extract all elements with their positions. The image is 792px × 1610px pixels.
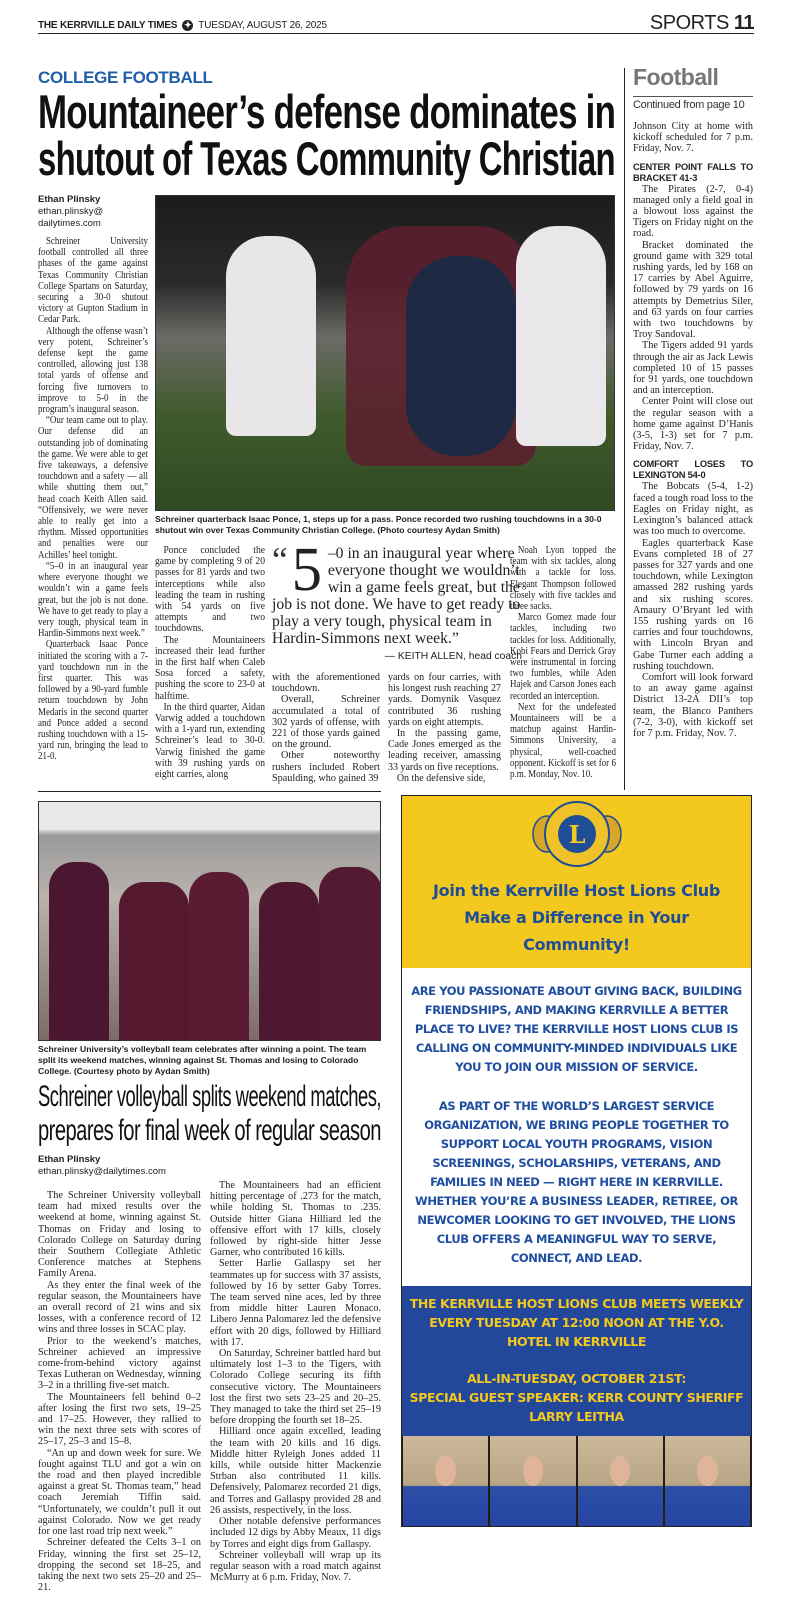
paper-name: THE KERRVILLE DAILY TIMES — [38, 20, 178, 31]
headline-line: Schreiner volleyball splits weekend matches, — [38, 1080, 382, 1113]
paragraph: In the third quarter, Aidan Varwig added a touchdown with a 1-yard run, extending Schreiner’s lead to 30-0. Varwig finished the game with 39 rushing yards on eight carries, along — [155, 701, 265, 781]
paragraph: Bracket dominated the ground game with 329 total rushing yards, led by 168 on 17 carries by Abel Aguirre, followed by 79 yards on 16 attempts by Demetrius Siler, and 63 yards on four carries with two touchdowns by Troy Sandoval. — [633, 239, 753, 341]
paragraph: Center Point will close out the regular season with a home game against D’Hanis (3-5, 1-3) set for 7 p.m. Friday, Nov. 7. — [633, 396, 753, 453]
headline-line: shutout of Texas Community Christian — [38, 132, 615, 185]
ad-paragraph: ARE YOU PASSIONATE ABOUT GIVING BACK, BUILDING FRIENDSHIPS, AND MAKING KERRVILLE A BETTER PLACE TO LIVE? THE KERRVILLE HOST LIONS CLUB IS CALLING ON COMMUNITY-MINDED INDIVIDUALS LIKE YOU TO JOIN OUR MISSION OF SERVICE. — [411, 984, 742, 1074]
article-column — [38, 236, 148, 763]
event-date: ALL-IN-TUESDAY, OCTOBER 21ST: — [466, 1371, 687, 1386]
article-column — [38, 1190, 201, 1593]
player-figure — [49, 862, 109, 1041]
member-photo — [665, 1436, 750, 1526]
subhead: COMFORT LOSES TO LEXINGTON 54-0 — [633, 459, 753, 481]
football-col-1 — [38, 194, 148, 763]
paragraph: Schreiner University football controlled all three phases of the game against Texas Community Christian College Spartans on Saturday, securing a 30-0 shutout victory at Gupton Stadium in Cedar Park. — [38, 236, 148, 326]
paragraph: Prior to the weekend’s matches, Schreiner achieved an impressive come-from-behind victory against Texas Lutheran on Wednesday, winning 3–2 in a thrilling five-set match. — [38, 1335, 201, 1392]
article-column — [210, 1180, 381, 1583]
ad-title: Make a Difference in Your — [464, 908, 689, 927]
paragraph: The Mountaineers had an efficient hitting percentage of .273 for the match, while holding St. Thomas to .235. Outside hitter Giana Hilliard led the offensive effort with 17 kills, closely followed by right-side hitter Jesse Garner, who contributed 16 kills. — [210, 1180, 381, 1259]
author-name: Ethan Plinsky — [38, 1154, 101, 1165]
ad-body — [402, 968, 751, 1286]
section-label — [650, 12, 754, 35]
section-name: SPORTS — [649, 12, 729, 34]
lions-club-ad[interactable] — [401, 795, 752, 1527]
paragraph: Although the offense wasn’t very potent, Schreiner’s defense kept the game controlled, allowing just 138 total yards of offense and forcing five turnovers to improve to 5-0 in the program’s inaugural season. — [38, 325, 148, 416]
sidebar-title: Football — [633, 64, 719, 90]
player-figure — [119, 882, 189, 1041]
member-photo — [403, 1436, 488, 1526]
paragraph: “5–0 in an inaugural year where everyone thought we wouldn’t win a game feels great, but the job is not done. We have to get ready to play a very tough, physical team in Hardin-Simmons next week.” — [38, 560, 148, 640]
player-figure — [259, 882, 319, 1041]
member-photo — [578, 1436, 663, 1526]
lions-logo-icon — [531, 798, 623, 872]
article-column — [510, 545, 616, 780]
issue-date: TUESDAY, AUGUST 26, 2025 — [198, 20, 327, 31]
paragraph: As they enter the final week of the regular season, the Mountaineers have an overall record of 21 wins and six losses, with a conference record of 12 wins and three losses in SCAC play. — [38, 1279, 201, 1336]
paragraph: The Mountaineers fell behind 0–2 after losing the first two sets, 19–25 and 17–25. However, they rallied to win the next three sets with scores of 25–17, 25–3 and 15–8. — [38, 1391, 201, 1448]
ad-title: Community! — [523, 935, 630, 954]
page-number: 11 — [733, 12, 754, 34]
paragraph: The Bobcats (5-4, 1-2) faced a tough road loss to the Eagles on Friday night, as Lexington’s balanced attack was too much to overcome. — [633, 481, 753, 538]
paragraph: On the defensive side, — [396, 772, 486, 784]
svg-text:L: L — [568, 820, 585, 849]
player-figure — [189, 872, 249, 1041]
paragraph: The Tigers added 91 yards through the air as Jack Lewis completed 10 of 15 passes for 91 yards, one touchdown and an interception. — [633, 340, 753, 397]
section-divider — [38, 791, 381, 792]
paragraph: Ponce concluded the game by completing 9 of 20 passes for 81 yards and two interceptions while also leading the team in rushing with 54 yards on five attempts and two touchdowns. — [155, 545, 265, 635]
paragraph: Next for the undefeated Mountaineers will be a matchup against Hardin-Simmons University, a physical, well-coached opponent. Kickoff is set for 6 p.m. Monday, Nov. 10. — [510, 701, 616, 781]
player-figure — [319, 867, 381, 1041]
event-speaker: SPECIAL GUEST SPEAKER: KERR COUNTY SHERIFF LARRY LEITHA — [409, 1390, 744, 1424]
ad-title: Join the Kerrville Host Lions Club — [432, 881, 721, 900]
paragraph: Other notable defensive performances included 12 digs by Abby Meaux, 11 digs by Torres and eight digs from Gallaspy. — [210, 1516, 381, 1550]
quote-dropcap: 5 — [291, 536, 322, 604]
page-header-left — [38, 20, 327, 31]
football-photo — [155, 195, 615, 511]
sidebar-divider — [624, 68, 625, 790]
paragraph: Noah Lyon topped the team with six tackles, along with a tackle for loss. Elegant Thompson followed closely with five tackles and three sacks. — [510, 545, 616, 613]
author-name: Ethan Plinsky — [38, 194, 101, 205]
article-column — [272, 672, 380, 784]
sidebar-section — [633, 481, 753, 739]
paragraph: Hilliard once again excelled, leading the team with 20 kills and 16 digs. Middle hitter Ryleigh Jones added 11 kills, while outside hitter Mackenzie Strban also contributed 11 kills. Defensively, Palomarez recorded 21 digs, and Torres and Gallaspy provided 28 and 26 assists, respectively, in the loss. — [210, 1426, 381, 1516]
ad-paragraph: AS PART OF THE WORLD’S LARGEST SERVICE ORGANIZATION, WE BRING PEOPLE TOGETHER TO SUPPORT LOCAL YOUTH PROGRAMS, VISION SCREENINGS, SCHOLARSHIPS, VETERANS, AND FAMILIES IN NEED — RIGHT HERE IN KERRVILLE. WHETHER YOU’RE A BUSINESS LEADER, RETIREE, OR NEWCOMER LOOKING TO GET INVOLVED, THE LIONS CLUB OFFERS A MEANINGFUL WAY TO SERVE, CONNECT, AND LEAD. — [415, 1099, 738, 1265]
paragraph: On Saturday, Schreiner battled hard but ultimately lost 1–3 to the Tigers, with Colorado College securing its fifth consecutive victory. The Mountaineers lost the first two sets 23–25 and 20–25. They managed to take the third set 25–19 before dropping the fourth set 18–25. — [210, 1348, 381, 1427]
paragraph: “An up and down week for sure. We fought against TLU and got a win on the road and then played incredible against a great St. Thomas team,” head coach Jeremiah Tiffin said. “Unfortunately, we couldn’t pull it out against Colorado. Now we get ready for one last road trip next week.” — [38, 1447, 201, 1538]
article-column — [155, 545, 265, 780]
paragraph: Other noteworthy rushers included Robert Spaulding, who gained 39 — [272, 750, 380, 784]
star-icon: ✦ — [184, 20, 192, 30]
byline — [38, 194, 148, 230]
header-divider — [38, 33, 754, 34]
sidebar-title-rule — [633, 96, 753, 97]
jump-line[interactable]: Continued from page 10 — [633, 99, 745, 111]
player-figure — [406, 256, 516, 456]
quote-text: –0 in an inaugural year where everyone thought we wouldn’t win a game feels great, but the job is not done. We have to get ready to play a very tough, physical team in Hardin-Simmons next week.” — [272, 545, 521, 647]
volleyball-photo — [38, 801, 381, 1041]
paragraph: Schreiner defeated the Celts 3–1 on Friday, winning the first set 25–12, dropping the second set 18–25, and taking the next two sets 25–20 and 25–21. — [38, 1537, 201, 1594]
pull-quote — [272, 536, 522, 662]
paragraph: The Mountaineers increased their lead further in the first half when Caleb Sosa forced a safety, pushing the score to 23-0 at halftime. — [155, 634, 265, 702]
paragraph: In the passing game, Cade Jones emerged as the leading receiver, amassing 33 yards on five receptions. — [388, 728, 501, 773]
paragraph: Marco Gomez made four tackles, including two tackles for loss. Additionally, Kobi Fears and Derrick Gray were instrumental in forcing two fumbles, while Aden Hajek and Carson Jones each recorded an interception. — [510, 612, 616, 702]
paragraph: Overall, Schreiner accumulated a total of 302 yards of offense, with 221 of those yards gained on the ground. — [272, 694, 380, 751]
ad-header — [402, 796, 751, 968]
subhead: CENTER POINT FALLS TO BRACKET 41-3 — [633, 161, 753, 183]
paragraph: The Pirates (2-7, 0-4) managed only a field goal in a blowout loss against the Tigers on Friday night on the road. — [633, 183, 753, 240]
paragraph: yards on four carries, with his longest rush reaching 27 yards. Domynik Vasquez contributed 36 rushing yards on eight attempts. — [388, 672, 501, 728]
quote-attribution: — KEITH ALLEN, head coach — [384, 650, 522, 662]
player-figure — [516, 226, 606, 446]
football-photo-caption: Schreiner quarterback Isaac Ponce, 1, steps up for a pass. Ponce recorded two rushing touchdowns in a 30-0 shutout win over Texas Community Christian College. (Photo courtesy Aydan Smith) — [155, 514, 602, 535]
meeting-text: THE KERRVILLE HOST LIONS CLUB MEETS WEEKLY EVERY TUESDAY AT 12:00 NOON AT THE Y.O. HOTEL IN KERRVILLE — [409, 1296, 744, 1349]
paragraph: Schreiner volleyball will wrap up its regular season with a road match against McMurry at 6 p.m. Friday, Nov. 7. — [210, 1549, 381, 1584]
paragraph: Setter Harlie Gallaspy set her teammates up for success with 37 assists, followed by 16 by setter Gaby Torres. The team served nine aces, led by three from middle hitter Lauren Monaco. Libero Jenna Palomarez led the defensive effort with 20 digs, followed by Hilliard with 17. — [210, 1258, 381, 1348]
author-email: dailytimes.com — [38, 218, 101, 229]
byline — [38, 1154, 166, 1178]
paragraph: Quarterback Isaac Ponce initiated the scoring with a 7-yard touchdown run in the first quarter. This was followed by a 90-yard fumble return touchdown by John Medaris in the second quarter and Ponce added a second rushing touchdown with a 15-yard run, bringing the lead to 21-0. — [38, 639, 148, 763]
paragraph: “Our team came out to play. Our defense did an outstanding job of dominating the game. We were able to get five takeaways, a defensive touchdown and a safety — all while shutting them out,” head coach Keith Allen said. “Offensively, we were never able to really get into a rhythm. Missed opportunities and penalties were our Achilles’ heel tonight. — [38, 415, 148, 561]
paragraph: Johnson City at home with kickoff scheduled for 7 p.m. Friday, Nov. 7. — [633, 121, 753, 155]
member-photos — [402, 1436, 751, 1526]
headline-line: prepares for final week of regular season — [38, 1114, 381, 1147]
kicker: COLLEGE FOOTBALL — [38, 68, 213, 87]
quote-mark: “ — [272, 540, 288, 580]
sidebar-section — [633, 184, 753, 453]
ad-meeting-info — [402, 1286, 751, 1436]
paragraph: with the aforementioned touchdown. — [272, 672, 380, 695]
article-column — [388, 672, 501, 784]
paragraph: The Schreiner University volleyball team had mixed results over the weekend at home, winning against St. Thomas on Friday and losing to Colorado College on Saturday during their Southern Collegiate Athletic Conference matches at Stephens Family Arena. — [38, 1190, 201, 1280]
sidebar-body — [633, 121, 753, 739]
banner-strip — [39, 802, 381, 830]
author-email: ethan.plinsky@dailytimes.com — [38, 1166, 166, 1177]
paragraph: Eagles quarterback Kase Evans completed 18 of 27 passes for 327 yards and one touchdown, while Lexington amassed 282 rushing yards and six rushing scores. Amaury O’Bryant led with 155 rushing yards on 16 carries and four touchdowns, with Lincoln Bryan and Gabe Turner each adding a rushing touchdown. — [633, 537, 753, 672]
member-photo — [490, 1436, 575, 1526]
player-figure — [226, 236, 316, 436]
paragraph: Comfort will look forward to an away game against District 13-2A DII’s top team, the Blanco Panthers (7-2, 3-0), with kickoff set for 7 p.m. Friday, Nov. 7. — [633, 671, 753, 739]
headline-line: Mountaineer’s defense dominates in — [38, 85, 616, 138]
volleyball-photo-caption: Schreiner University’s volleyball team celebrates after winning a point. The team split its weekend matches, winning against St. Thomas and losing to Colorado College. (Courtesy photo by Aydan Smith) — [38, 1044, 367, 1076]
author-email: ethan.plinsky@ — [38, 206, 104, 217]
